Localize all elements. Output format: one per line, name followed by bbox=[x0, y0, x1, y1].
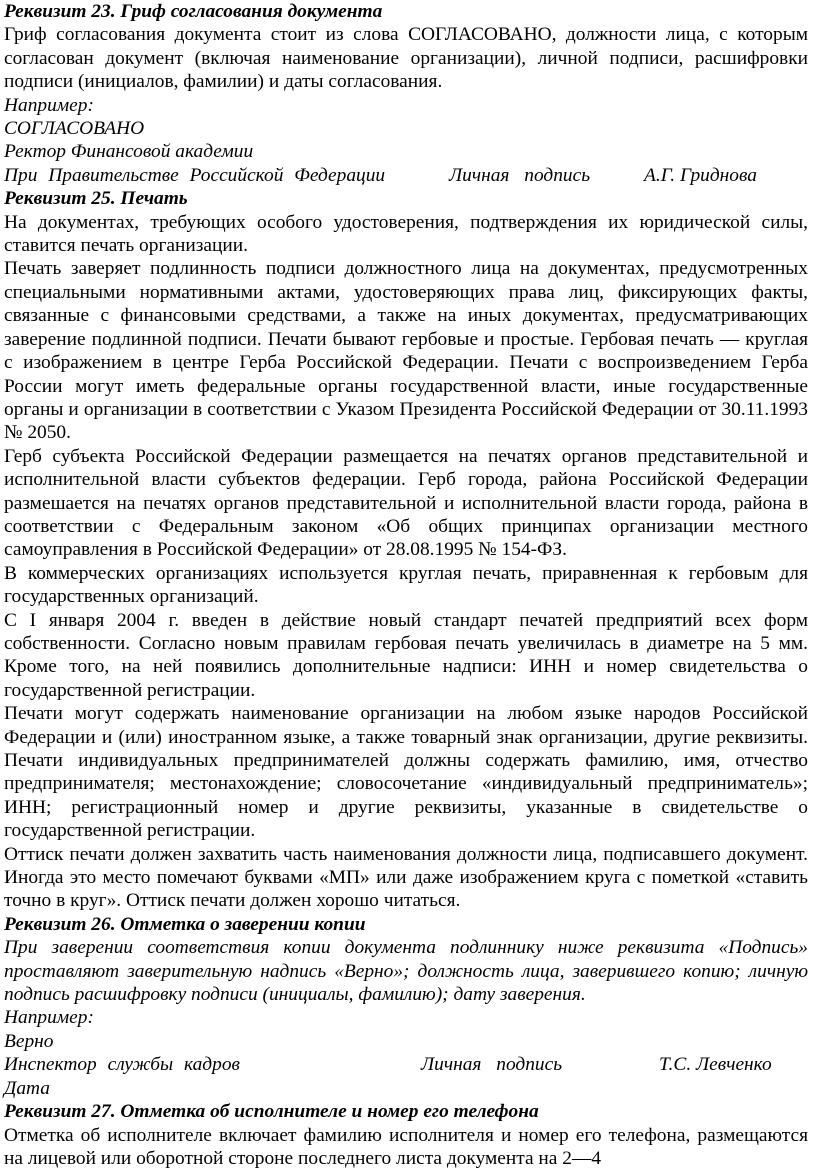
paragraph-r25-7: Оттиск печати должен захватить часть наименования должности лица, подписавшего документ. Иногда это место помечают буквами «МП» или даже изображением круга с пометкой «ставить точно в круг». Оттиск печати должен хорошо читаться. bbox=[4, 843, 808, 913]
example-position-r23: При Правительстве Российской Федерации bbox=[4, 164, 449, 187]
section-heading-r23: Реквизит 23. Гриф согласования документа bbox=[4, 0, 808, 23]
paragraph-r25-6: Печати могут содержать наименование организации на любом языке народов Российской Федерации и (или) иностранном языке, а также товарный знак организации, другие реквизиты. Печати индивидуальных предпринимателей должны содержать фамилию, имя, отчество предпринимателя; местонахождение; словосочетание «индивидуальный предприниматель»; ИНН; регистрационный номер и другие реквизиты, указанные в свидетельстве о государственной регистрации. bbox=[4, 702, 808, 842]
example-signature-r23: Личная подпись bbox=[449, 164, 644, 187]
paragraph-r25-1: На документах, требующих особого удостоверения, подтверждения их юридической силы, ставится печать организации. bbox=[4, 211, 808, 258]
example-label-r26: Например: bbox=[4, 1006, 808, 1029]
paragraph-r25-3: Герб субъекта Российской Федерации размещается на печатях органов представительной и исполнительной власти субъектов федерации. Герб города, района Российской Федерации размешается на печатях органов представительной и исполнительной власти города, района в соответствии с Федеральным законом «Об общих принципах организации местного самоуправления в Российской Федерации» от 28.08.1995 № 154-ФЗ. bbox=[4, 445, 808, 562]
paragraph-r25-4: В коммерческих организациях используется круглая печать, приравненная к гербовым для государственных организаций. bbox=[4, 562, 808, 609]
example-signature-r26: Личная подпись bbox=[421, 1053, 659, 1076]
section-heading-r26: Реквизит 26. Отметка о заверении копии bbox=[4, 913, 808, 936]
example-name-r26: Т.С. Левченко bbox=[659, 1053, 772, 1076]
example-date-r26: Дата bbox=[4, 1077, 808, 1100]
example-signature-row-r23 bbox=[4, 164, 808, 187]
example-approved: СОГЛАСОВАНО bbox=[4, 117, 808, 140]
paragraph-r23: Гриф согласования документа стоит из слова СОГЛАСОВАНО, должности лица, с которым согласован документ (включая наименование организации), личной подписи, расшифровки подписи (инициалов, фамилии) и даты согласования. bbox=[4, 23, 808, 93]
section-heading-r25: Реквизит 25. Печать bbox=[4, 187, 808, 210]
example-verno: Верно bbox=[4, 1030, 808, 1053]
paragraph-r25-5: С I января 2004 г. введен в действие новый стандарт печатей предприятий всех форм собственности. Согласно новым правилам гербовая печать увеличилась в диаметре на 5 мм. Кроме того, на ней появились дополнительные надписи: ИНН и номер свидетельства о государственной регистрации. bbox=[4, 609, 808, 703]
example-signature-row-r26 bbox=[4, 1053, 808, 1076]
example-position-r26: Инспектор службы кадров bbox=[4, 1053, 421, 1076]
section-heading-r27: Реквизит 27. Отметка об исполнителе и номер его телефона bbox=[4, 1100, 808, 1123]
paragraph-r25-2: Печать заверяет подлинность подписи должностного лица на документах, предусмотренных специальными нормативными актами, удостоверяющих права лиц, фиксирующих факты, связанные с финансовыми средствами, а также на иных документах, предусматривающих заверение подлинной подписи. Печати бывают гербовые и простые. Гербовая печать — круглая с изображением в центре Герба Российской Федерации. Печати с воспроизведением Герба России могут иметь федеральные органы государственной власти, иные государственные органы и организации в соответствии с Указом Президента Российской Федерации от 30.11.1993 № 2050. bbox=[4, 257, 808, 444]
example-name-r23: А.Г. Гриднова bbox=[644, 164, 757, 187]
paragraph-r27: Отметка об исполнителе включает фамилию исполнителя и номер его телефона, размещаются на лицевой или оборотной стороне последнего листа документа на 2—4 bbox=[4, 1124, 808, 1170]
example-position-line: Ректор Финансовой академии bbox=[4, 140, 808, 163]
example-label-r23: Например: bbox=[4, 94, 808, 117]
paragraph-r26: При заверении соответствия копии документа подлиннику ниже реквизита «Подпись» проставляют заверительную надпись «Верно»; должность лица, заверившего копию; личную подпись расшифровку подписи (инициалы, фамилию); дату заверения. bbox=[4, 936, 808, 1006]
